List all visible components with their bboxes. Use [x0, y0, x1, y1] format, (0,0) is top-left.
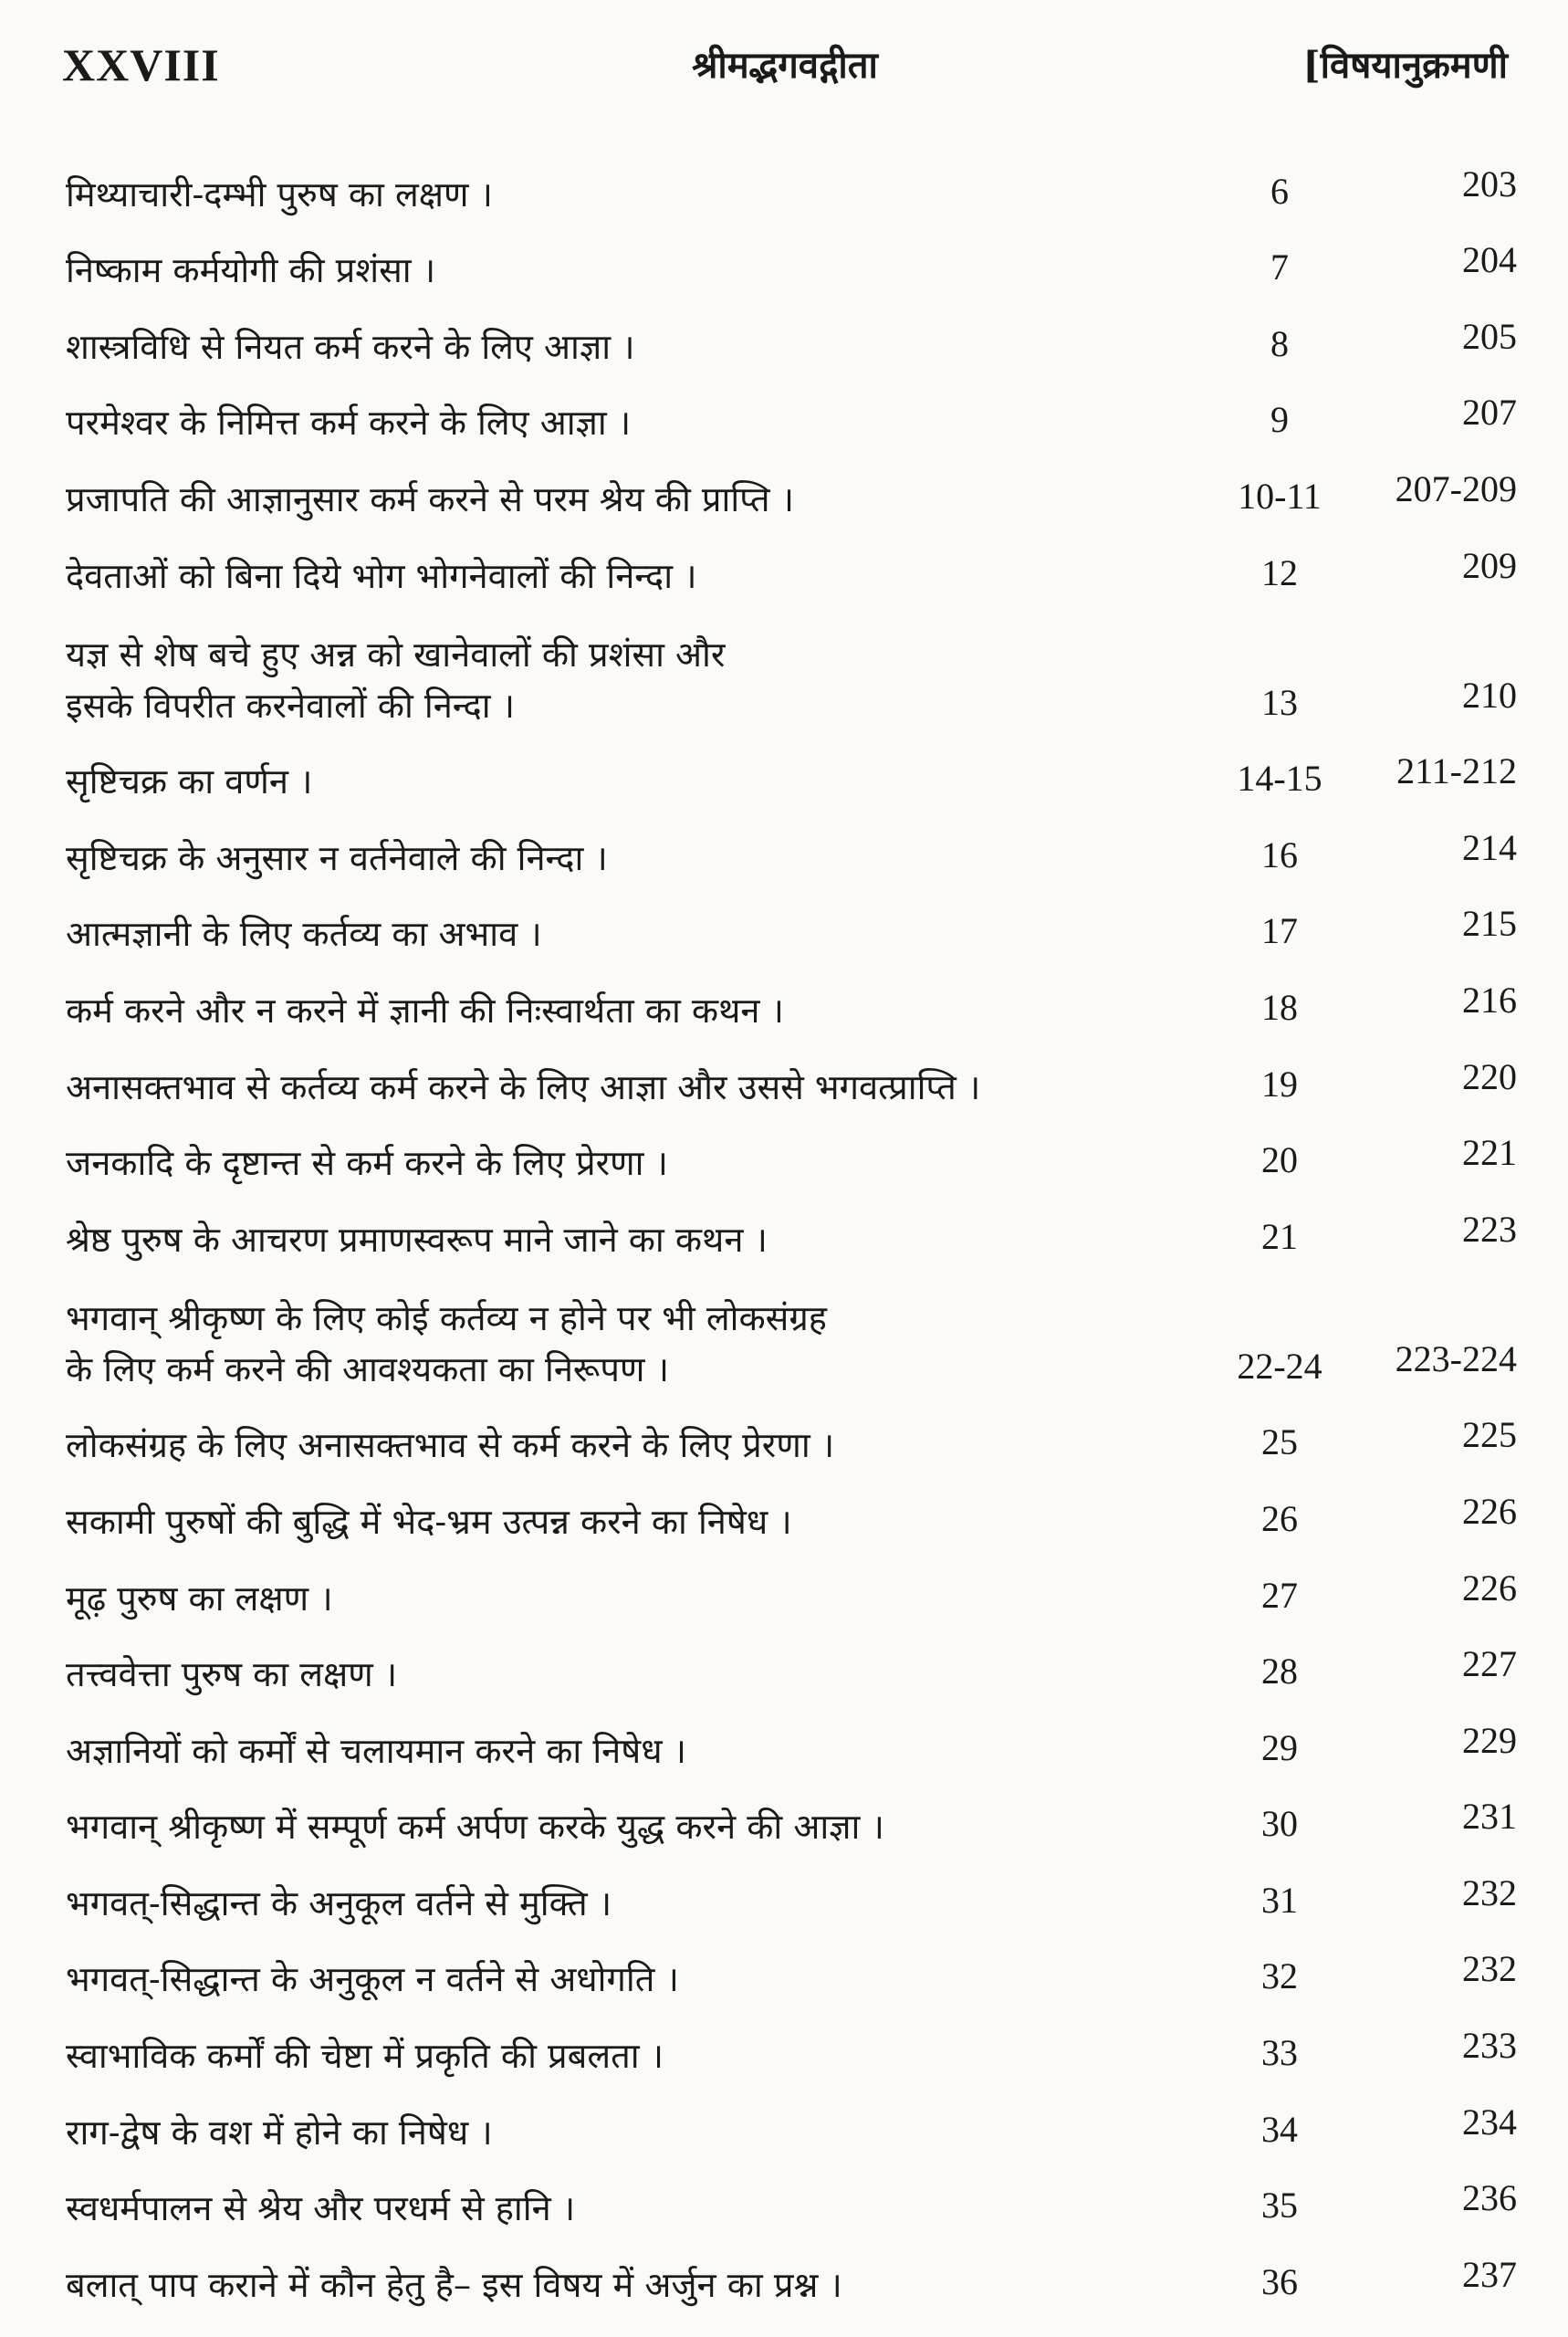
page-reference: 216: [1462, 979, 1517, 1021]
verse-number: 31: [1261, 1879, 1298, 1921]
topic-text: कर्म करने और न करने में ज्ञानी की निःस्वार्थता का कथन ।: [66, 990, 784, 1031]
table-row: [66, 1194, 1517, 1271]
page-reference: 231: [1462, 1796, 1517, 1838]
page-reference: 203: [1462, 162, 1517, 204]
table-row: [66, 812, 1517, 889]
verse-number: 30: [1261, 1803, 1298, 1845]
topic-text: प्रजापति की आज्ञानुसार कर्म करने से परम श्रेय की प्राप्ति ।: [66, 478, 795, 519]
table-row: [66, 2164, 1517, 2240]
topic-text: राग-द्वेष के वश में होने का निषेध ।: [66, 2112, 493, 2153]
verse-number: 19: [1261, 1063, 1298, 1105]
page-header: [62, 38, 1508, 111]
page-number: XXVIII: [62, 39, 220, 90]
verse-number: 20: [1261, 1139, 1298, 1181]
topic-text: जनकादि के दृष्टान्त से कर्म करने के लिए प्रेरणा ।: [66, 1143, 668, 1184]
verse-number: 17: [1261, 910, 1298, 952]
verse-number: 9: [1270, 399, 1289, 441]
table-row: [66, 1934, 1517, 2011]
verse-number: 34: [1261, 2108, 1298, 2150]
section-title: [विषयानुक्रमणी: [1302, 44, 1508, 87]
page-reference: 220: [1462, 1055, 1517, 1097]
table-row: [66, 2010, 1517, 2087]
table-row: [66, 889, 1517, 966]
table-row: [66, 965, 1517, 1042]
verse-number: 33: [1261, 2032, 1298, 2074]
page-reference: 232: [1462, 1948, 1517, 1990]
table-row: [66, 2239, 1517, 2316]
verse-number: 10-11: [1238, 475, 1322, 517]
verse-number: 13: [1261, 681, 1298, 723]
topic-text: निष्काम कर्मयोगी की प्रशंसा ।: [66, 250, 436, 291]
verse-number: 28: [1261, 1651, 1298, 1692]
table-of-contents: [66, 149, 1517, 2316]
verse-number: 18: [1261, 986, 1298, 1028]
topic-text: देवताओं को बिना दिये भोग भोगनेवालों की निन्दा ।: [66, 555, 697, 596]
page-reference: 223-224: [1395, 1337, 1517, 1379]
table-row: [66, 1118, 1517, 1195]
verse-number: 36: [1261, 2260, 1298, 2302]
table-row: [66, 1630, 1517, 1706]
verse-number: 6: [1270, 170, 1289, 212]
verse-number: 32: [1261, 1955, 1298, 1997]
topic-text: अनासक्तभाव से कर्तव्य कर्म करने के लिए आज्ञा और उससे भगवत्प्राप्ति ।: [66, 1066, 981, 1107]
page-reference: 207: [1462, 392, 1517, 434]
page-reference: 226: [1462, 1567, 1517, 1609]
page-reference: 210: [1462, 674, 1517, 716]
page-reference: 204: [1462, 239, 1517, 281]
table-row: [66, 607, 1517, 737]
page-reference: 205: [1462, 315, 1517, 357]
page-reference: 229: [1462, 1719, 1517, 1761]
table-row: [66, 301, 1517, 378]
topic-text: बलात् पाप कराने में कौन हेतु है– इस विषय में अर्जुन का प्रश्न ।: [66, 2264, 842, 2305]
topic-text: शास्त्रविधि से नियत कर्म करने के लिए आज्ञा ।: [66, 326, 635, 367]
topic-text: स्वाभाविक कर्मों की चेष्टा में प्रकृति की प्रबलता ।: [66, 2036, 664, 2077]
table-row: [66, 1782, 1517, 1859]
table-row: [66, 2087, 1517, 2164]
topic-text: भगवत्-सिद्धान्त के अनुकूल वर्तने से मुक्ति ।: [66, 1882, 612, 1923]
page-reference: 236: [1462, 2177, 1517, 2219]
page-reference: 214: [1462, 826, 1517, 868]
table-row: [66, 1042, 1517, 1118]
topic-text: भगवान् श्रीकृष्ण में सम्पूर्ण कर्म अर्पण करके युद्ध करने की आज्ञा ।: [66, 1807, 884, 1848]
topic-text: स्वधर्मपालन से श्रेय और परधर्म से हानि ।: [66, 2188, 576, 2229]
verse-number: 25: [1261, 1421, 1298, 1463]
page-reference: 233: [1462, 2025, 1517, 2067]
topic-text: अज्ञानियों को कर्मों से चलायमान करने का निषेध ।: [66, 1730, 687, 1771]
table-row: [66, 225, 1517, 302]
page-reference: 211-212: [1396, 750, 1517, 792]
table-row: [66, 1705, 1517, 1782]
verse-number: 14-15: [1237, 758, 1322, 800]
table-row: [66, 1476, 1517, 1553]
page-reference: 227: [1462, 1643, 1517, 1685]
verse-number: 29: [1261, 1726, 1298, 1768]
table-row: [66, 149, 1517, 225]
verse-number: 35: [1261, 2185, 1298, 2227]
topic-text: लोकसंग्रह के लिए अनासक्तभाव से कर्म करने के लिए प्रेरणा ।: [66, 1425, 835, 1466]
verse-number: 26: [1261, 1497, 1298, 1539]
topic-text: यज्ञ से शेष बचे हुए अन्न को खानेवालों की प्रशंसा और इसके विपरीत करनेवालों की निन्दा ।: [66, 634, 726, 726]
page-reference: 223: [1462, 1208, 1517, 1250]
verse-number: 12: [1261, 551, 1298, 593]
topic-text: सृष्टिचक्र का वर्णन ।: [66, 761, 313, 802]
table-row: [66, 530, 1517, 607]
topic-text: भगवत्-सिद्धान्त के अनुकूल न वर्तने से अधोगति ।: [66, 1959, 679, 2000]
page-reference: 221: [1462, 1132, 1517, 1174]
page-reference: 207-209: [1395, 467, 1517, 509]
page-reference: 226: [1462, 1490, 1517, 1532]
verse-number: 27: [1261, 1574, 1298, 1616]
topic-text: सृष्टिचक्र के अनुसार न वर्तनेवाले की निन्दा ।: [66, 837, 608, 878]
table-row: [66, 378, 1517, 455]
verse-number: 8: [1270, 322, 1289, 364]
page-reference: 232: [1462, 1871, 1517, 1913]
book-title: श्रीमद्भगवद्गीता: [692, 44, 878, 87]
verse-number: 21: [1261, 1215, 1298, 1257]
verse-number: 22-24: [1237, 1345, 1322, 1387]
page-reference: 215: [1462, 903, 1517, 945]
topic-text: मूढ़ पुरुष का लक्षण ।: [66, 1577, 333, 1619]
topic-text: तत्त्ववेत्ता पुरुष का लक्षण ।: [66, 1654, 398, 1695]
topic-text: श्रेष्ठ पुरुष के आचरण प्रमाणस्वरूप माने जाने का कथन ।: [66, 1219, 768, 1260]
topic-text: आत्मज्ञानी के लिए कर्तव्य का अभाव ।: [66, 914, 542, 955]
table-row: [66, 1271, 1517, 1400]
page-reference: 209: [1462, 544, 1517, 586]
table-row: [66, 737, 1517, 813]
table-row: [66, 454, 1517, 530]
page-reference: 225: [1462, 1414, 1517, 1456]
page-reference: 234: [1462, 2101, 1517, 2143]
table-row: [66, 1553, 1517, 1630]
topic-text: सकामी पुरुषों की बुद्धि में भेद-भ्रम उत्पन्न करने का निषेध ।: [66, 1501, 792, 1542]
table-row: [66, 1400, 1517, 1477]
topic-text: भगवान् श्रीकृष्ण के लिए कोई कर्तव्य न होने पर भी लोकसंग्रह के लिए कर्म करने की आवश्यकता का निरूपण ।: [66, 1297, 827, 1389]
topic-text: मिथ्याचारी-दम्भी पुरुष का लक्षण ।: [66, 173, 493, 215]
topic-text: परमेश्वर के निमित्त कर्म करने के लिए आज्ञा ।: [66, 403, 632, 444]
table-row: [66, 1858, 1517, 1934]
page-reference: 237: [1462, 2253, 1517, 2295]
verse-number: 7: [1270, 246, 1289, 288]
verse-number: 16: [1261, 833, 1298, 875]
